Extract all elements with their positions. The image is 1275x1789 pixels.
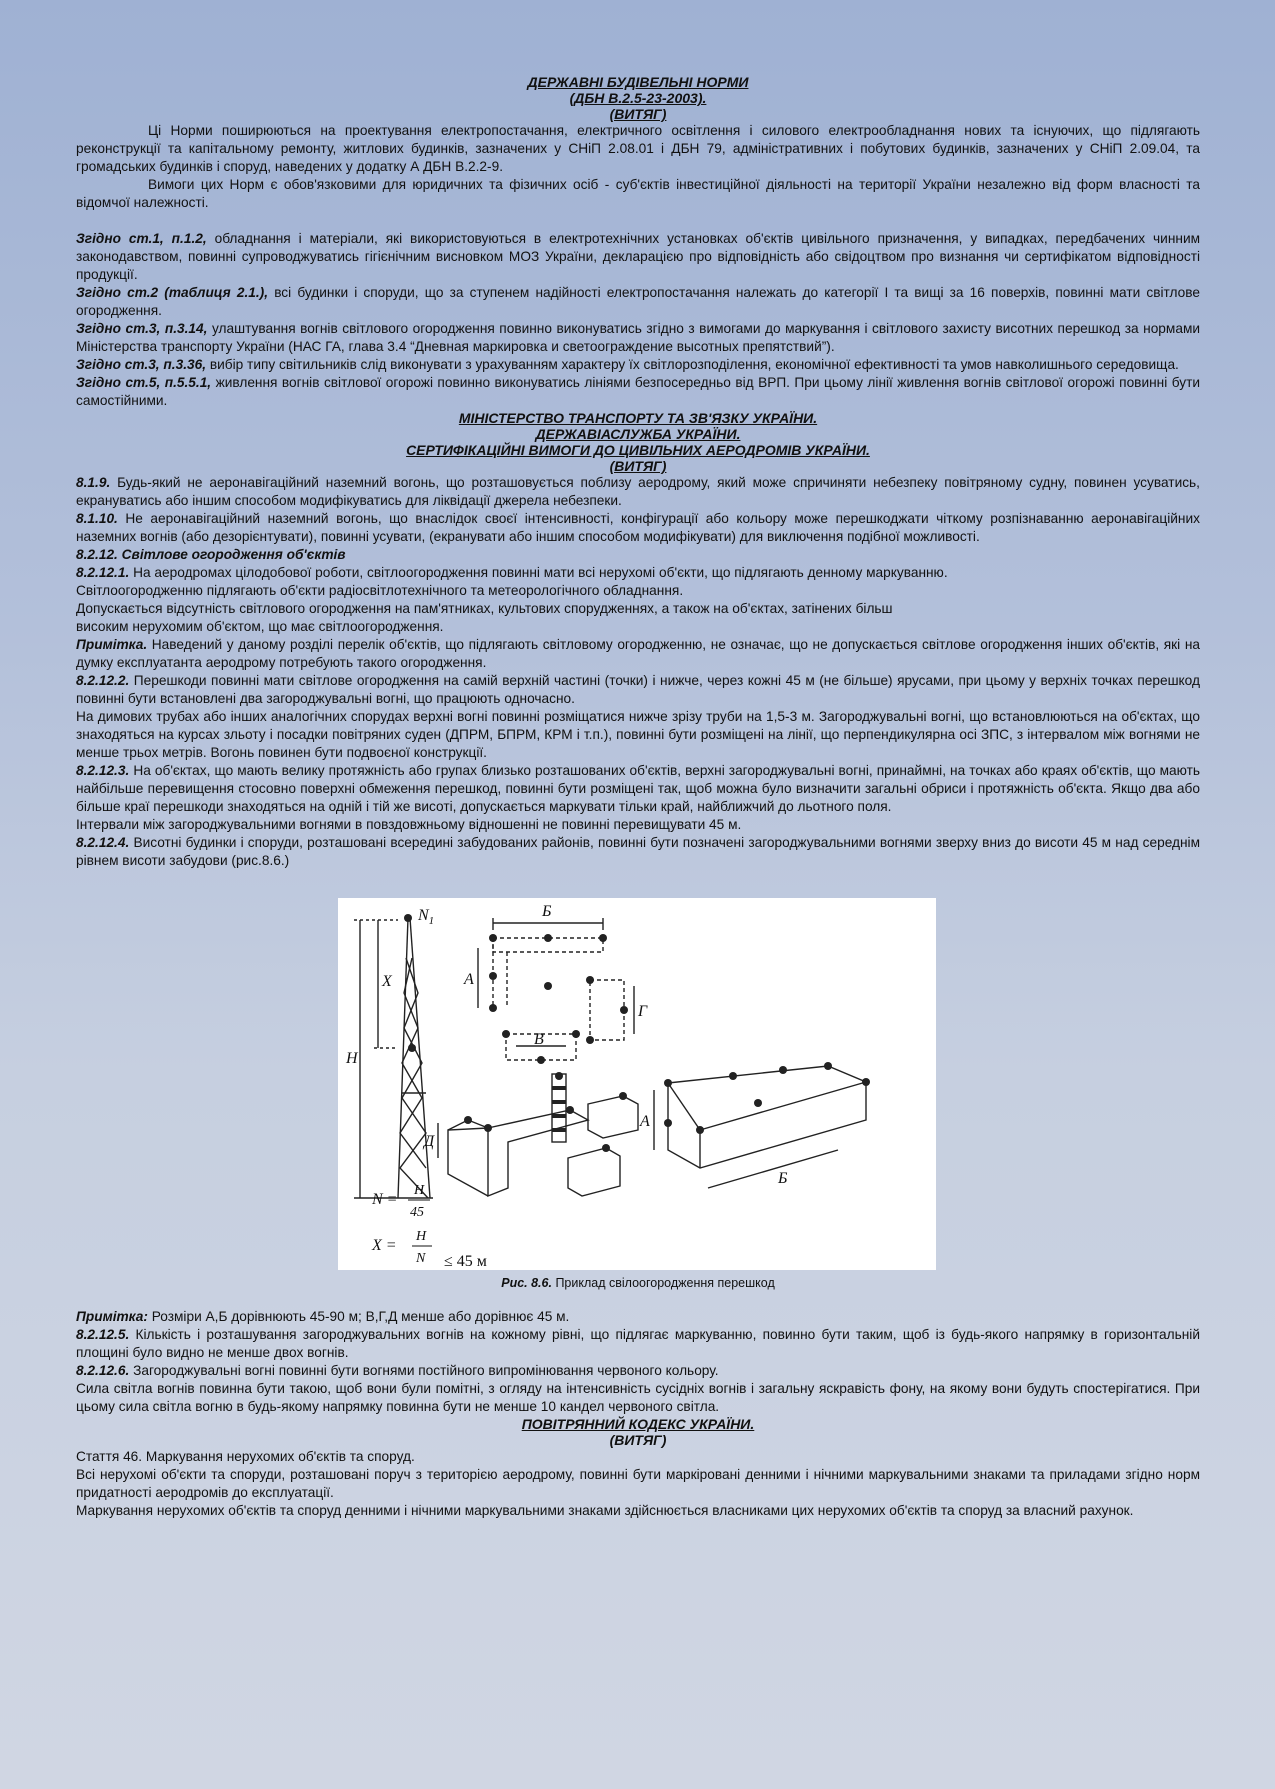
clause-paragraph: 8.2.12.4. Висотні будинки і споруди, розташовані всередині забудованих районів, повинні бути позначені загороджувальними вогнями зверху вниз до висоти 45 м над середнім рівнем висоти забудови (рис.8.6.) [76, 835, 1200, 868]
label-v: В [534, 1031, 544, 1048]
figure-note: Примітка: Розміри А,Б дорівнюють 45-90 м; В,Г,Д менше або дорівнює 45 м. [76, 1309, 570, 1324]
clause-paragraph: високим нерухомим об'єктом, що має світлоогородження. [76, 619, 444, 634]
clause-paragraph: 8.2.12.1. На аеродромах цілодобової роботи, світлоогородження повинні мати всі нерухомі об'єкти, що підлягають денному маркуванню. [76, 565, 948, 580]
formula-limit: ≤ 45 м [444, 1253, 487, 1270]
figure-obstacle-lighting [338, 898, 936, 1270]
svg-text:H: H [416, 1229, 427, 1244]
svg-text:N: N [416, 1251, 426, 1266]
label-x: X [382, 973, 392, 990]
doc-code: (ДБН В.2.5-23-2003). [569, 90, 707, 106]
doc-title: ДЕРЖАВНІ БУДІВЕЛЬНІ НОРМИ [527, 74, 749, 90]
article-paragraph: Згідно ст.1, п.1.2, обладнання і матеріали, які використовуються в електротехнічних установках об'єктів цивільного призначення, у випадках, передбачених чинним законодавством, повинні супроводжуватись гігієнічним висновком МОЗ України, декларацією про відповідність або свідоцтвом про визнання чи сертифікатом відповідності продукції. [76, 231, 1201, 282]
article-paragraph: Згідно ст.2 (таблиця 2.1.), всі будинки і споруди, що за ступенем надійності електропостачання належать до категорії І та вищі за 16 поверхів, повинні мати світлове огородження. [76, 285, 1200, 318]
air-code-extract: (ВИТЯГ) [609, 1432, 667, 1448]
svg-text:45: 45 [410, 1205, 424, 1220]
clause-paragraph: 8.2.12.2. Перешкоди повинні мати світлове огородження на самій верхній частині (точки) і нижче, через кожні 45 м (не більше) ярусами, при цьому у верхніх точках перешкод повинні бути встановлені два загороджувальні вогні, що працюють одночасно. [76, 673, 1200, 706]
clause-paragraph: 8.1.9. Будь-який не аеронавігаційний наземний вогонь, що розташовується поблизу аеродрому, який може спричиняти небезпеку повітряному судну, повинен усуватись, екрануватись або іншим способом модифікуватись для ліквідації джерела небезпеки. [76, 475, 1200, 508]
article-paragraph: Згідно ст.3, п.3.14, улаштування вогнів світлового огородження повинно виконуватись згідно з вимогами до маркування і світлового захисту висотних перешкод за нормами Міністерства транспорту України (НАС ГА, глава 3.4 “Дневная маркировка и светоограждение высотных препятствий”). [76, 321, 1200, 354]
doc-extract: (ВИТЯГ) [609, 106, 667, 122]
ministry-heading: СЕРТИФІКАЦІЙНІ ВИМОГИ ДО ЦИВІЛЬНИХ АЕРОДРОМІВ УКРАЇНИ. [406, 442, 870, 458]
formula-n: N = [372, 1191, 398, 1208]
label-a-right: А [640, 1113, 650, 1130]
air-code-title: ПОВІТРЯННИЙ КОДЕКС УКРАЇНИ. [521, 1416, 755, 1432]
intro-paragraph: Вимоги цих Норм є обов'язковими для юридичних та фізичних осіб - суб'єктів інвестиційної діяльності на території України незалежно від форм власності та відомчої належності. [76, 177, 1200, 210]
intro-paragraph: Ці Норми поширюються на проектування електропостачання, електричного освітлення і силового електрообладнання нових та існуючих, що підлягають реконструкції та капітальному ремонту, житлових будинків, зазначених у СНіП 2.08.01 і ДБН 79, адміністративних і побутових будинків, зазначених у СНіП 2.09.04, та громадських будинків і споруд, наведених у додатку А ДБН В.2.2-9. [76, 123, 1200, 174]
label-b-top: Б [542, 903, 552, 920]
ministry-heading: ДЕРЖАВІАСЛУЖБА УКРАЇНИ. [535, 426, 741, 442]
label-g: Г [638, 1003, 648, 1020]
note-paragraph: Примітка. Наведений у даному розділі перелік об'єктів, що підлягають світловому огородженню, не означає, що не допускається світлове огородження інших об'єктів, які на думку експлуатанта аеродрому потребують такого огородження. [76, 637, 1200, 670]
clause-paragraph: 8.1.10. Не аеронавігаційний наземний вогонь, що внаслідок своєї інтенсивності, конфігурації або кольору може перешкоджати чіткому розпізнаванню аеронавігаційних наземних вогнів (або дезорієнтувати), повинні усувати, (екранувати або іншим способом модифікувати) для виключення подібної можливості. [76, 511, 1200, 544]
air-code-paragraph: Маркування нерухомих об'єктів та споруд денними і нічними маркувальними знаками здійснюється власниками цих нерухомих об'єктів та споруд за власний рахунок. [76, 1503, 1134, 1518]
clause-paragraph: 8.2.12.5. Кількість і розташування загороджувальних вогнів на кожному рівні, що підлягає маркуванню, повинно бути таким, щоб із будь-якого напрямку в горизонтальній площині було видно не менше двох вогнів. [76, 1327, 1200, 1360]
clause-paragraph: 8.2.12.6. Загороджувальні вогні повинні бути вогнями постійного випромінювання червоного кольору. [76, 1363, 719, 1378]
clause-paragraph: Інтервали між загороджувальними вогнями в повздовжньому відношенні не повинні перевищувати 45 м. [76, 817, 742, 832]
article-paragraph: Згідно ст.5, п.5.5.1, живлення вогнів світлової огорожі повинно виконуватись лініями безпосередньо від ВРП. При цьому лінії живлення вогнів світлової огорожі повинні бути самостійними. [76, 375, 1200, 408]
obstacle-lighting-drawing [338, 898, 936, 1270]
label-b-right: Б [778, 1170, 788, 1187]
article-paragraph: Згідно ст.3, п.3.36, вибір типу світильників слід виконувати з урахуванням характеру їх світлорозподілення, економічної ефективності та умов навколишнього середовища. [76, 357, 1179, 372]
section-heading: 8.2.12. Світлове огородження об'єктів [76, 547, 346, 562]
ministry-heading: МІНІСТЕРСТВО ТРАНСПОРТУ ТА ЗВ'ЯЗКУ УКРАЇНИ. [458, 410, 818, 426]
svg-text:H: H [414, 1183, 425, 1198]
label-h: H [346, 1050, 358, 1067]
document-page [76, 74, 1200, 1520]
label-a-left: А [464, 971, 474, 988]
figure-caption: Рис. 8.6. Приклад свілоогородження перешкод [501, 1276, 775, 1290]
clause-paragraph: 8.2.12.3. На об'єктах, що мають велику протяжність або групах близько розташованих об'єктів, верхні загороджувальні вогні, принаймні, на точках або краях об'єктів, що мають найбільше перевищення стосовно поверхні обмеження перешкод, повинні бути розміщені так, щоб можна було визначити загальні обриси і протяжність об'єкта. Якщо два або більше краї перешкоди знаходяться на одній і тій же висоті, допускається маркувати тільки край, найближчий до льотного поля. [76, 763, 1200, 814]
clause-paragraph: Сила світла вогнів повинна бути такою, щоб вони були помітні, з огляду на інтенсивність сусідніх вогнів і загальну яскравість фону, на якому вони будуть спостерігатися. При цьому сила світла вогню в будь-якому напрямку повинна бути не менше 10 кандел червоного світла. [76, 1381, 1200, 1414]
label-d: Д [424, 1133, 435, 1150]
formula-x: X = [372, 1237, 397, 1254]
clause-paragraph: Допускається відсутність світлового огородження на пам'ятниках, культових спорудженнях, а також на об'єктах, затінених більш [76, 601, 893, 616]
clause-paragraph: На димових трубах або інших аналогічних спорудах верхні вогні повинні розміщатися нижче зрізу труби на 1,5-3 м. Загороджувальні вогні, що встановлюються на об'єктах, що знаходяться на курсах зльоту і посадки повітряних суден (ДПРМ, БПРМ, КРМ і т.п.), повинні бути розміщені на лінії, що перпендикулярна осі ЗПС, з інтервалом між вогнями не менше трьох метрів. Вогонь повинен бути подвоєної конструкції. [76, 709, 1200, 760]
clause-paragraph: Світлоогородженню підлягають об'єкти радіосвітлотехнічного та метеорологічного обладнання. [76, 583, 684, 598]
air-code-article: Стаття 46. Маркування нерухомих об'єктів та споруд. [76, 1449, 415, 1464]
ministry-extract: (ВИТЯГ) [609, 458, 667, 474]
air-code-paragraph: Всі нерухомі об'єкти та споруди, розташовані поруч з територією аеродрому, повинні бути маркіровані денними і нічними маркувальними знаками та приладами згідно норм придатності аеродромів до експлуатації. [76, 1467, 1200, 1500]
label-n1: $N_1$ [418, 907, 435, 927]
